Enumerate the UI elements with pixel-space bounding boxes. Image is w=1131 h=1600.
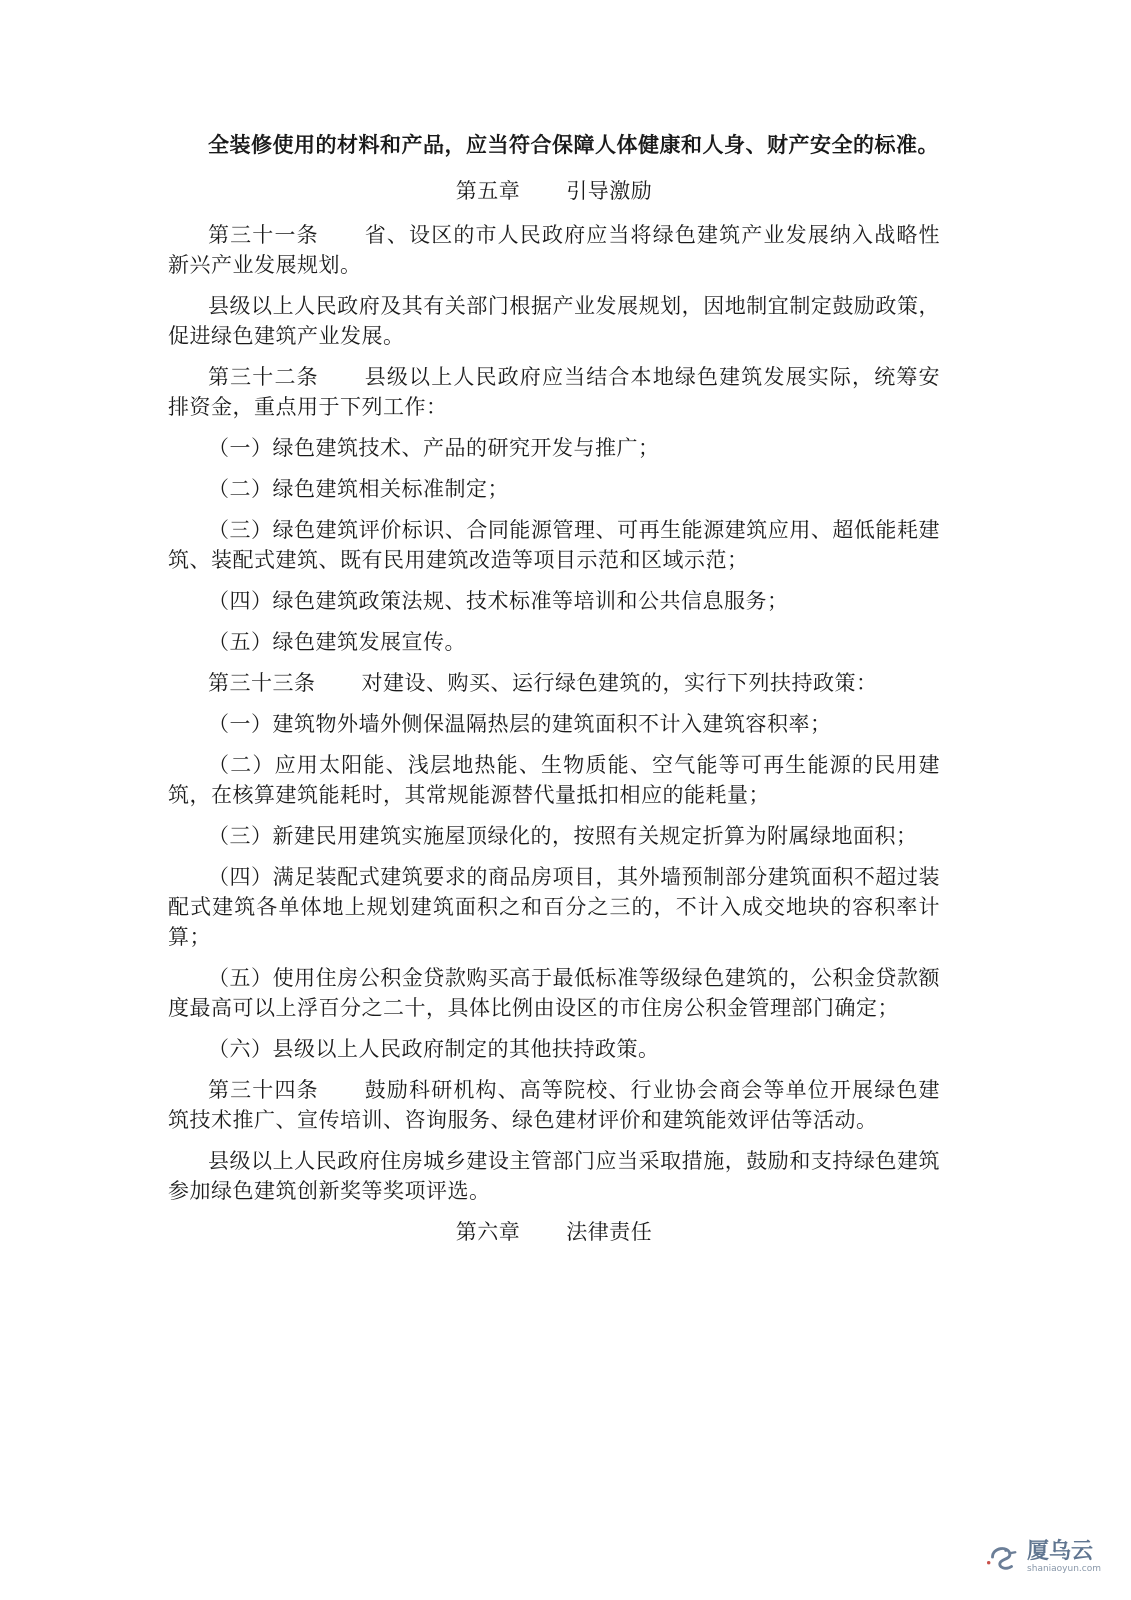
body-paragraph: （二）应用太阳能、浅层地热能、生物质能、空气能等可再生能源的民用建筑，在核算建筑能耗时，其常规能源替代量抵扣相应的能耗量； (168, 753, 940, 807)
chapter-title: 引导激励 (566, 179, 653, 203)
body-paragraph: （五）使用住房公积金贷款购买高于最低标准等级绿色建筑的，公积金贷款额度最高可以上浮百分之二十，具体比例由设区的市住房公积金管理部门确定； (168, 966, 940, 1020)
article-text: 鼓励科研机构、高等院校、行业协会商会等单位开展绿色建筑技术推广、宣传培训、咨询服务、绿色建材评价和建筑能效评估等活动。 (168, 1078, 940, 1132)
bold-paragraph: 全装修使用的材料和产品，应当符合保障人体健康和人身、财产安全的标准。 (208, 132, 939, 157)
body-paragraph: （四）满足装配式建筑要求的商品房项目，其外墙预制部分建筑面积不超过装配式建筑各单体地上规划建筑面积之和百分之三的，不计入成交地块的容积率计算； (168, 865, 940, 949)
article-paragraph (168, 362, 940, 422)
article-number: 第三十四条 (208, 1078, 319, 1102)
body-paragraph: 县级以上人民政府及其有关部门根据产业发展规划，因地制宜制定鼓励政策，促进绿色建筑产业发展。 (168, 294, 940, 348)
chapter-number: 第五章 (455, 179, 521, 203)
body-paragraph: （六）县级以上人民政府制定的其他扶持政策。 (208, 1037, 660, 1061)
body-paragraph: （三）新建民用建筑实施屋顶绿化的，按照有关规定折算为附属绿地面积； (208, 824, 918, 848)
body-paragraph: 县级以上人民政府住房城乡建设主管部门应当采取措施，鼓励和支持绿色建筑参加绿色建筑创新奖等奖项评选。 (168, 1149, 940, 1203)
body-paragraph: （一）绿色建筑技术、产品的研究开发与推广； (208, 436, 660, 460)
article-text: 省、设区的市人民政府应当将绿色建筑产业发展纳入战略性新兴产业发展规划。 (168, 223, 940, 277)
article-text: 对建设、购买、运行绿色建筑的，实行下列扶持政策： (361, 671, 878, 695)
article-number: 第三十一条 (208, 223, 319, 247)
article-text: 县级以上人民政府应当结合本地绿色建筑发展实际，统筹安排资金，重点用于下列工作： (168, 365, 940, 419)
body-paragraph: （二）绿色建筑相关标准制定； (208, 477, 509, 501)
article-number: 第三十二条 (208, 365, 319, 389)
chapter-heading (168, 1217, 940, 1247)
article-number: 第三十三条 (208, 671, 316, 695)
chapter-number: 第六章 (455, 1220, 521, 1244)
body-paragraph: （一）建筑物外墙外侧保温隔热层的建筑面积不计入建筑容积率； (208, 712, 832, 736)
document-page (168, 130, 940, 1261)
body-paragraph: （四）绿色建筑政策法规、技术标准等培训和公共信息服务； (208, 589, 789, 613)
chapter-heading (168, 176, 940, 206)
watermark-url: shaniaoyun.com (1027, 1563, 1101, 1574)
article-paragraph (168, 220, 940, 280)
watermark (983, 1538, 1101, 1576)
article-paragraph (168, 1075, 940, 1135)
chapter-title: 法律责任 (566, 1220, 653, 1244)
bird-logo-icon (983, 1538, 1021, 1576)
watermark-name: 厦乌云 (1027, 1538, 1094, 1564)
body-paragraph: （五）绿色建筑发展宣传。 (208, 630, 466, 654)
body-paragraph: （三）绿色建筑评价标识、合同能源管理、可再生能源建筑应用、超低能耗建筑、装配式建筑、既有民用建筑改造等项目示范和区域示范； (168, 518, 940, 572)
article-paragraph (168, 668, 940, 698)
